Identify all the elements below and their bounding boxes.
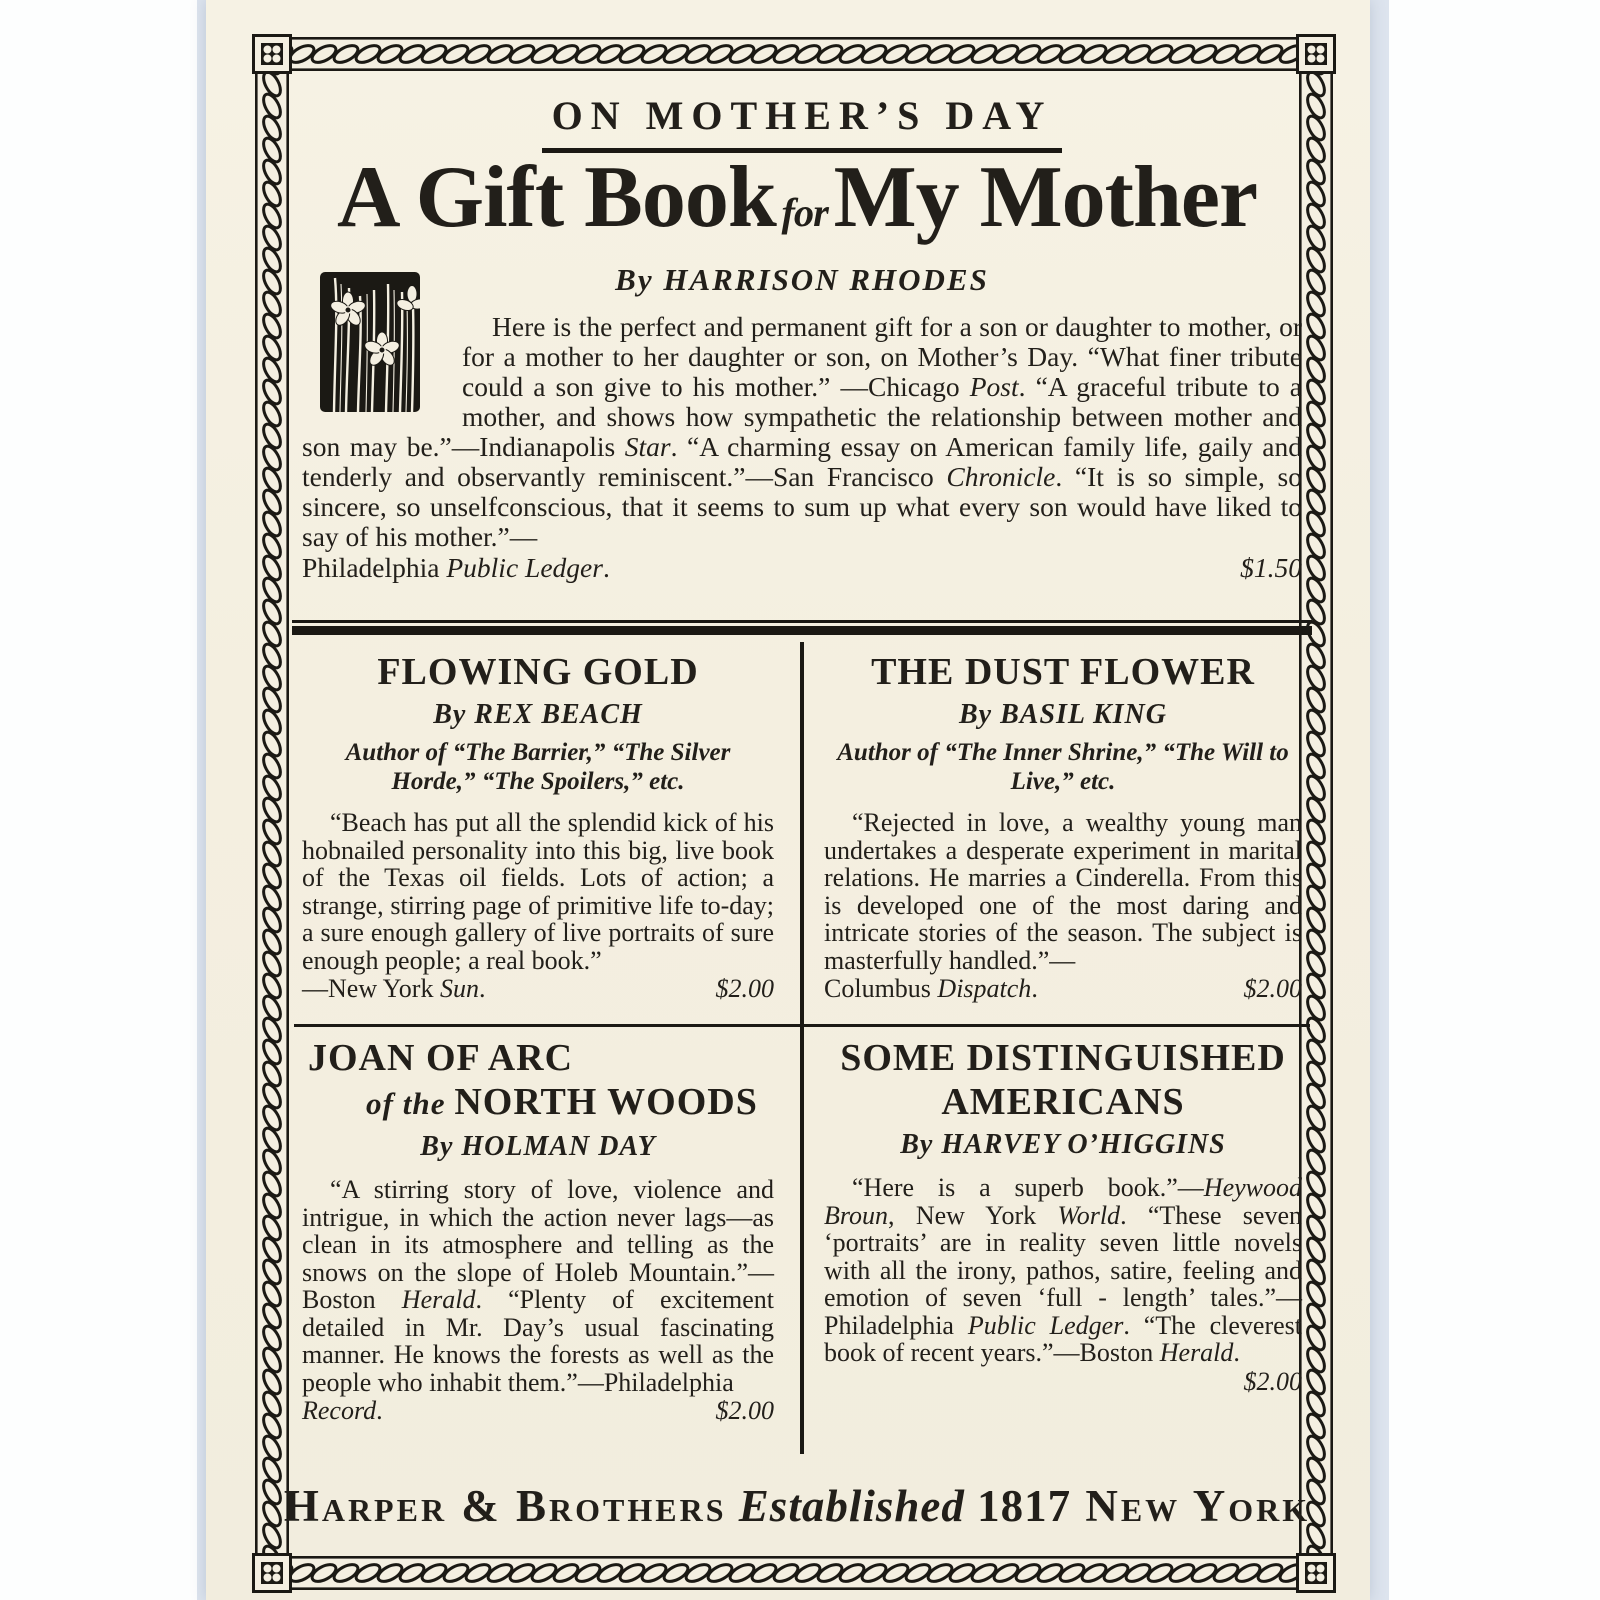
column-divider — [800, 642, 804, 1454]
book-author: By HARVEY O’HIGGINS — [900, 1129, 1226, 1160]
book-blurb: “Here is a superb book.”—Heywood Broun, New York World. “These seven ‘portraits’ are in reality seven little novels with all the irony, pathos, satire, feeling and emotion of seven ‘full - length’ tales.”— Philadelphia Public Ledger. “The cleverest book of recent years.”—Boston Herald. — [824, 1173, 1302, 1367]
book-section-joan-of-arc — [302, 1036, 774, 1426]
corner-ornament-top-left — [252, 34, 292, 74]
mothers-day-heading: ON MOTHER’S DAY — [542, 92, 1063, 153]
book-title: FLOWING GOLD — [377, 651, 699, 693]
intro-blurb — [302, 268, 1302, 583]
price-label: $2.00 — [1243, 1366, 1302, 1396]
book-section-distinguished-americans — [824, 1036, 1302, 1397]
book-source: Columbus Dispatch. — [824, 974, 1038, 1003]
ad-title: A Gift Book forMy Mother — [336, 149, 1258, 246]
chain-border-left — [255, 73, 289, 1554]
corner-ornament-bottom-left — [252, 1553, 292, 1593]
price-label: $2.00 — [715, 1396, 774, 1425]
paper — [206, 0, 1370, 1600]
book-blurb: “Rejected in love, a wealthy young man undertakes a desperate experiment in marital relations. He marries a Cinderella. From this is developed one of the most daring and intricate stories of the season. The subject is masterfully handled.”— — [824, 808, 1302, 975]
book-blurb: “Beach has put all the splendid kick of his hobnailed personality into this big, live book of the Texas oil fields. Lots of action; a strange, stirring page of primitive life to-day; a sure enough gallery of live portraits of sure enough people; a real book.” — [302, 808, 774, 975]
chain-border-bottom — [291, 1556, 1297, 1590]
book-blurb: “A stirring story of love, violence and intrigue, in which the action never lags—as clean in its atmosphere and telling as the snows on the slope of Holeb Mountain.”—Boston Herald. “Plenty of excitement detailed in Mr. Day’s usual fascinating manner. He knows the forests as well as the people who inhabit them.”—Philadelphia — [302, 1175, 774, 1397]
corner-ornament-bottom-right — [1296, 1553, 1336, 1593]
intro-paragraph: Here is the perfect and permanent gift for a son or daughter to mother, or for a mother to her daughter or son, on Mother’s Day. “What finer tribute could a son give to his mother.” —Chicago Post. “A graceful tribute to a mother, and shows how sympathetic the relationship between mother and son may be.”—Indianapolis Star. “A charming essay on American family life, gaily and tenderly and observantly reminiscent.”—San Francisco Chronicle. “It is so simple, so sincere, so unselfconscious, that it seems to sum up what every son would have liked to say of his mother.”— — [302, 311, 1302, 552]
price-label: $2.00 — [1243, 974, 1302, 1003]
corner-ornament-top-right — [1296, 34, 1336, 74]
price-label: $1.50 — [1240, 552, 1302, 583]
chain-border-top — [291, 37, 1297, 71]
book-title-line2: AMERICANS — [941, 1081, 1185, 1123]
book-section-flowing-gold — [302, 650, 774, 1004]
book-credits: Author of “The Barrier,” “The Silver Horde,” “The Spoilers,” etc. — [345, 739, 731, 795]
intro-source: Philadelphia Public Ledger. — [302, 552, 610, 583]
author-byline: By HARRISON RHODES — [615, 262, 989, 297]
price-label: $2.00 — [715, 974, 774, 1003]
daffodil-illustration — [320, 272, 420, 412]
book-title: SOME DISTINGUISHED — [840, 1037, 1286, 1079]
row-divider — [294, 1024, 1310, 1027]
book-title-line2: of the NORTH WOODS — [366, 1081, 758, 1123]
book-author: By HOLMAN DAY — [420, 1131, 656, 1162]
book-credits: Author of “The Inner Shrine,” “The Will to Live,” etc. — [837, 739, 1289, 795]
book-source: Record. — [302, 1396, 383, 1425]
book-author: By BASIL KING — [958, 699, 1167, 730]
book-author: By REX BEACH — [433, 699, 643, 730]
section-rule — [292, 620, 1312, 636]
book-title: THE DUST FLOWER — [871, 651, 1255, 693]
book-section-dust-flower — [824, 650, 1302, 1004]
publisher-line: Harper & Brothers Established 1817 New York — [283, 1481, 1311, 1531]
book-source: —New York Sun. — [302, 974, 486, 1003]
book-title: JOAN OF ARC — [308, 1037, 574, 1079]
